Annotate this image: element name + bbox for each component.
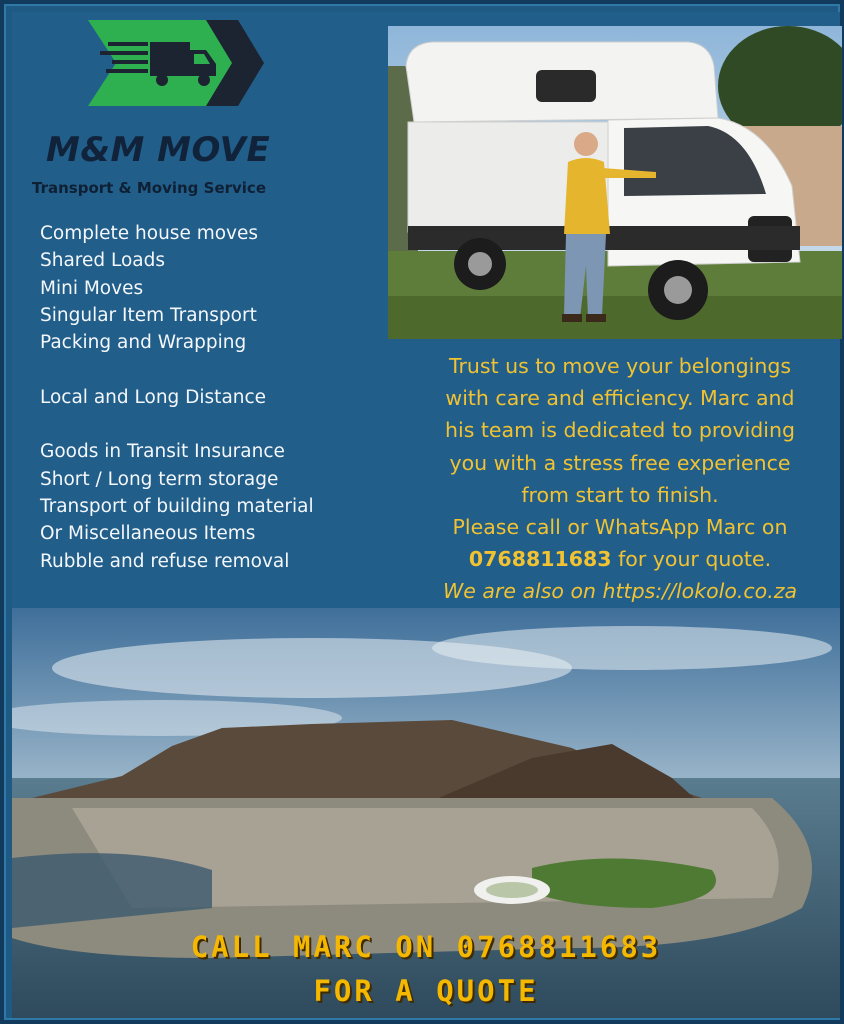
service-item: Shared Loads xyxy=(40,250,166,272)
blurb-line: with care and efficiency. Marc and xyxy=(445,386,795,411)
service-item: Transport of building material xyxy=(40,495,314,517)
service-item: Local and Long Distance xyxy=(40,386,267,408)
top-panel xyxy=(12,12,840,608)
blurb-line: his team is dedicated to providing xyxy=(445,418,795,443)
service-spacer xyxy=(40,356,314,383)
service-item: Singular Item Transport xyxy=(40,304,257,326)
brand-name: M&M MOVE xyxy=(46,130,271,170)
service-item: Or Miscellaneous Items xyxy=(40,523,256,545)
services-list xyxy=(40,220,314,575)
blurb-phone-line xyxy=(410,543,830,575)
brand-tagline: Transport & Moving Service xyxy=(32,179,266,197)
blurb-line: Trust us to move your belongings xyxy=(448,354,792,378)
website-line[interactable]: We are also on https://lokolo.co.za xyxy=(442,579,798,604)
city-photo xyxy=(12,608,840,1018)
cta-quote: FOR A QUOTE xyxy=(313,974,539,1008)
blurb-line: you with a stress free experience xyxy=(449,450,791,475)
blurb-text: for your quote. xyxy=(611,547,772,572)
moving-truck-icon xyxy=(78,20,264,106)
truck-photo xyxy=(388,26,842,339)
service-item: Goods in Transit Insurance xyxy=(40,441,285,463)
service-item: Short / Long term storage xyxy=(40,468,279,490)
description-blurb xyxy=(410,350,830,608)
service-item: Mini Moves xyxy=(40,277,144,299)
blurb-line: Please call or WhatsApp Marc on xyxy=(452,515,788,540)
blurb-line: from start to finish. xyxy=(521,482,719,507)
service-item: Complete house moves xyxy=(40,223,259,244)
cta-call: CALL MARC ON 0768811683 xyxy=(190,930,662,964)
service-spacer xyxy=(40,411,314,438)
service-item: Packing and Wrapping xyxy=(40,332,247,354)
phone-number[interactable]: 0768811683 xyxy=(468,547,612,572)
service-item: Rubble and refuse removal xyxy=(40,550,290,572)
